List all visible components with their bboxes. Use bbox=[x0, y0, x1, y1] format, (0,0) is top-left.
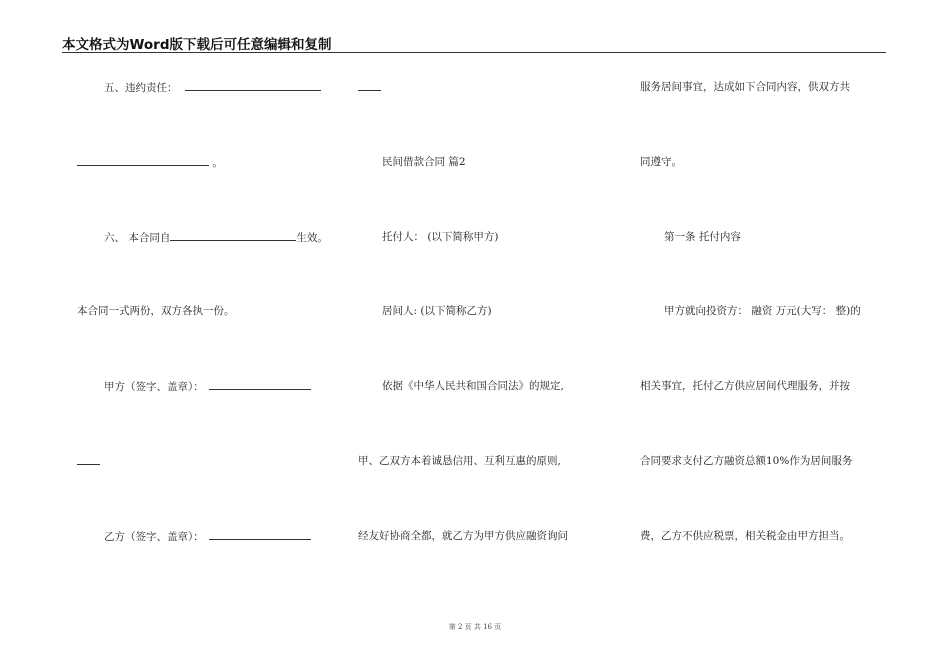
party-a-signature bbox=[104, 379, 311, 394]
col3-line-5: 合同要求支付乙方融资总额10%作为居间服务 bbox=[640, 455, 853, 467]
party-a-continued bbox=[77, 454, 100, 469]
party-b-blank bbox=[209, 529, 311, 540]
breach-clause bbox=[104, 80, 321, 95]
col3-line-6: 费，乙方不供应税票，相关税金由甲方担当。 bbox=[640, 530, 850, 542]
effective-blank bbox=[170, 230, 296, 241]
copies-clause: 本合同一式两份，双方各执一份。 bbox=[77, 305, 235, 317]
broker-party: 居间人: (以下简称乙方) bbox=[382, 305, 492, 317]
preamble-line-1: 依据《中华人民共和国合同法》的规定, bbox=[382, 380, 564, 392]
col3-line-1: 服务居间事宜，达成如下合同内容，供双方共 bbox=[640, 81, 850, 93]
effective-prefix: 六、 本合同自 bbox=[104, 232, 171, 244]
effective-clause bbox=[104, 230, 328, 245]
article-1-heading: 第一条 托付内容 bbox=[664, 231, 741, 243]
party-a-label: 甲方（签字、盖章）： bbox=[104, 381, 204, 393]
preamble-line-2: 甲、乙双方本着诚恳信用、互利互惠的原则, bbox=[358, 455, 561, 467]
effective-suffix: 生效。 bbox=[296, 232, 328, 244]
col2-top-blank bbox=[358, 80, 381, 91]
col3-line-3: 甲方就向投资方： 融资 万元(大写： 整)的 bbox=[664, 305, 861, 317]
party-a-blank bbox=[209, 379, 311, 390]
document-header bbox=[62, 33, 886, 51]
party-b-signature bbox=[104, 529, 311, 544]
header-divider bbox=[62, 52, 886, 53]
header-title: 本文格式为Word版下载后可任意编辑和复制 bbox=[62, 37, 332, 53]
breach-blank bbox=[185, 80, 321, 91]
breach-label: 五、违约责任： bbox=[104, 82, 178, 94]
breach-blank-2 bbox=[77, 155, 209, 166]
col3-line-2: 同遵守。 bbox=[640, 156, 682, 168]
preamble-line-3: 经友好协商全都，就乙方为甲方供应融资询问 bbox=[358, 530, 568, 542]
contract-title: 民间借款合同 篇2 bbox=[382, 156, 466, 168]
page-number: 第 2 页 共 16 页 bbox=[448, 623, 502, 631]
breach-continued bbox=[77, 155, 223, 170]
period-mark: 。 bbox=[212, 157, 223, 169]
party-b-label: 乙方（签字、盖章）： bbox=[104, 531, 204, 543]
party-a-blank-2 bbox=[77, 454, 100, 465]
principal-party: 托付人： (以下简称甲方) bbox=[382, 231, 499, 243]
col3-line-4: 相关事宜，托付乙方供应居间代理服务，并按 bbox=[640, 380, 850, 392]
col2-top-blank-line bbox=[358, 80, 381, 95]
